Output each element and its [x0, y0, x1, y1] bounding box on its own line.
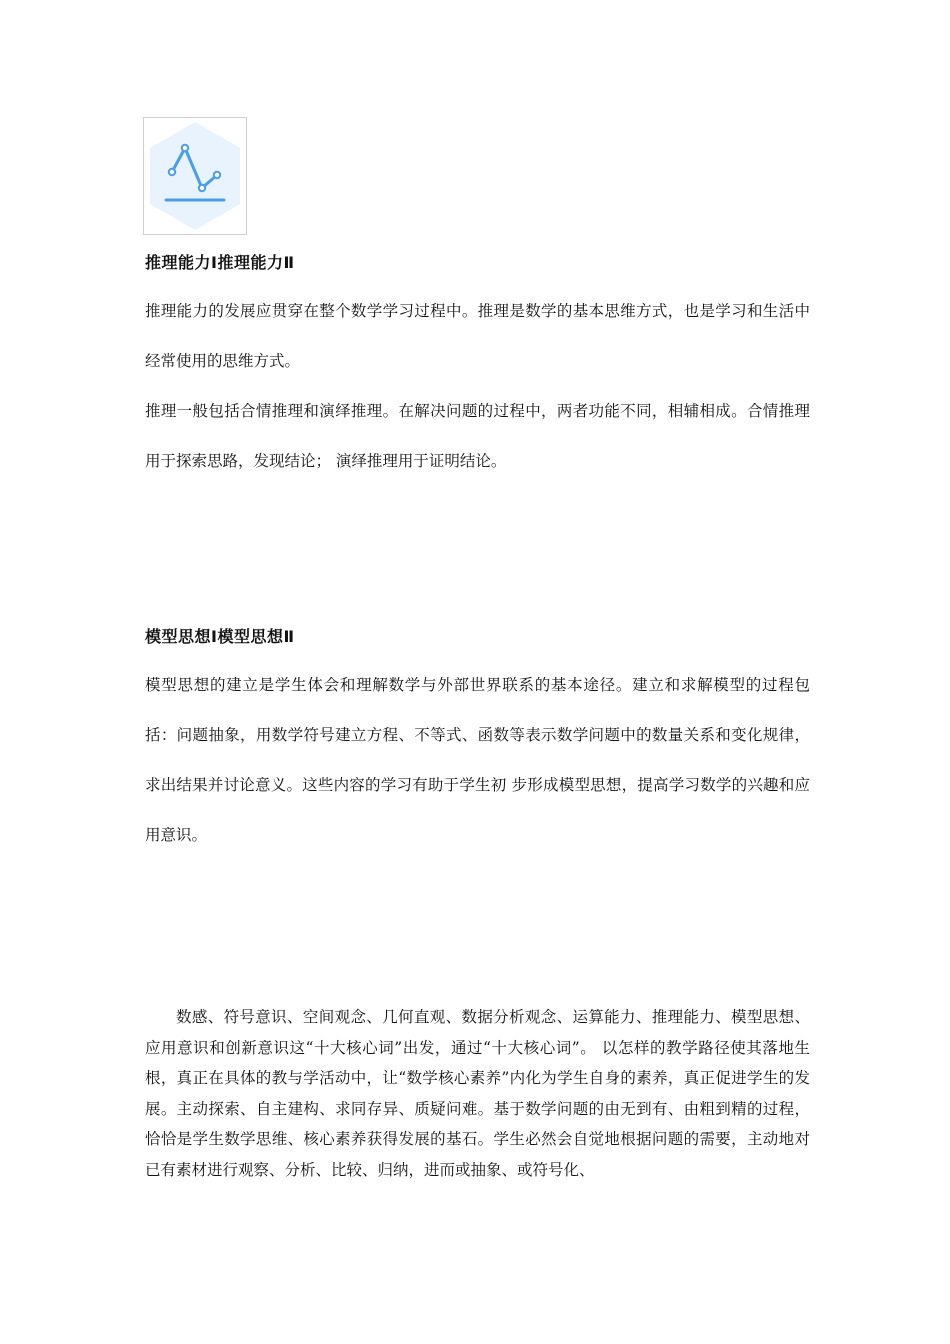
paragraph: 推理一般包括合情推理和演绎推理。在解决问题的过程中，两者功能不同，相辅相成。合情推理用于探索思路，发现结论； 演绎推理用于证明结论。 [145, 402, 810, 470]
reasoning-body [145, 286, 810, 486]
closing-paragraph: 数感、符号意识、空间观念、几何直观、数据分析观念、运算能力、推理能力、模型思想、应用意识和创新意识这“十大核心词”出发，通过“十大核心词”。 以怎样的教学路径使其落地生根，真正在具体的教与学活动中，让“数学核心素养”内化为学生自身的素养，真正促进学生的发展。主动探索、自主建构、求同存异、质疑问难。基于数学问题的由无到有、由粗到精的过程，恰恰是学生数学思维、核心素养获得发展的基石。学生必然会自觉地根据问题的需要，主动地对已有素材进行观察、分析、比较、归纳，进而或抽象、或符号化、 [145, 1008, 810, 1179]
chart-point [199, 185, 205, 191]
model-body [145, 660, 810, 860]
hexagon-background [150, 122, 240, 230]
line-chart-icon [144, 118, 246, 234]
paragraph: 推理能力的发展应贯穿在整个数学学习过程中。推理是数学的基本思维方式，也是学习和生活中经常使用的思维方式。 [145, 302, 810, 370]
chart-point [169, 169, 175, 175]
paragraph: 模型思想的建立是学生体会和理解数学与外部世界联系的基本途径。建立和求解模型的过程包括：问题抽象，用数学符号建立方程、不等式、函数等表示数学问题中的数量关系和变化规律，求出结果并讨论意义。这些内容的学习有助于学生初 步形成模型思想，提高学习数学的兴趣和应用意识。 [145, 676, 810, 844]
section-heading-model: 模型思想Ⅰ模型思想Ⅱ [145, 627, 295, 646]
chart-point [214, 172, 220, 178]
chart-point [182, 145, 188, 151]
section-heading-reasoning: 推理能力Ⅰ推理能力Ⅱ [145, 253, 295, 272]
reasoning-icon-box [143, 117, 247, 235]
